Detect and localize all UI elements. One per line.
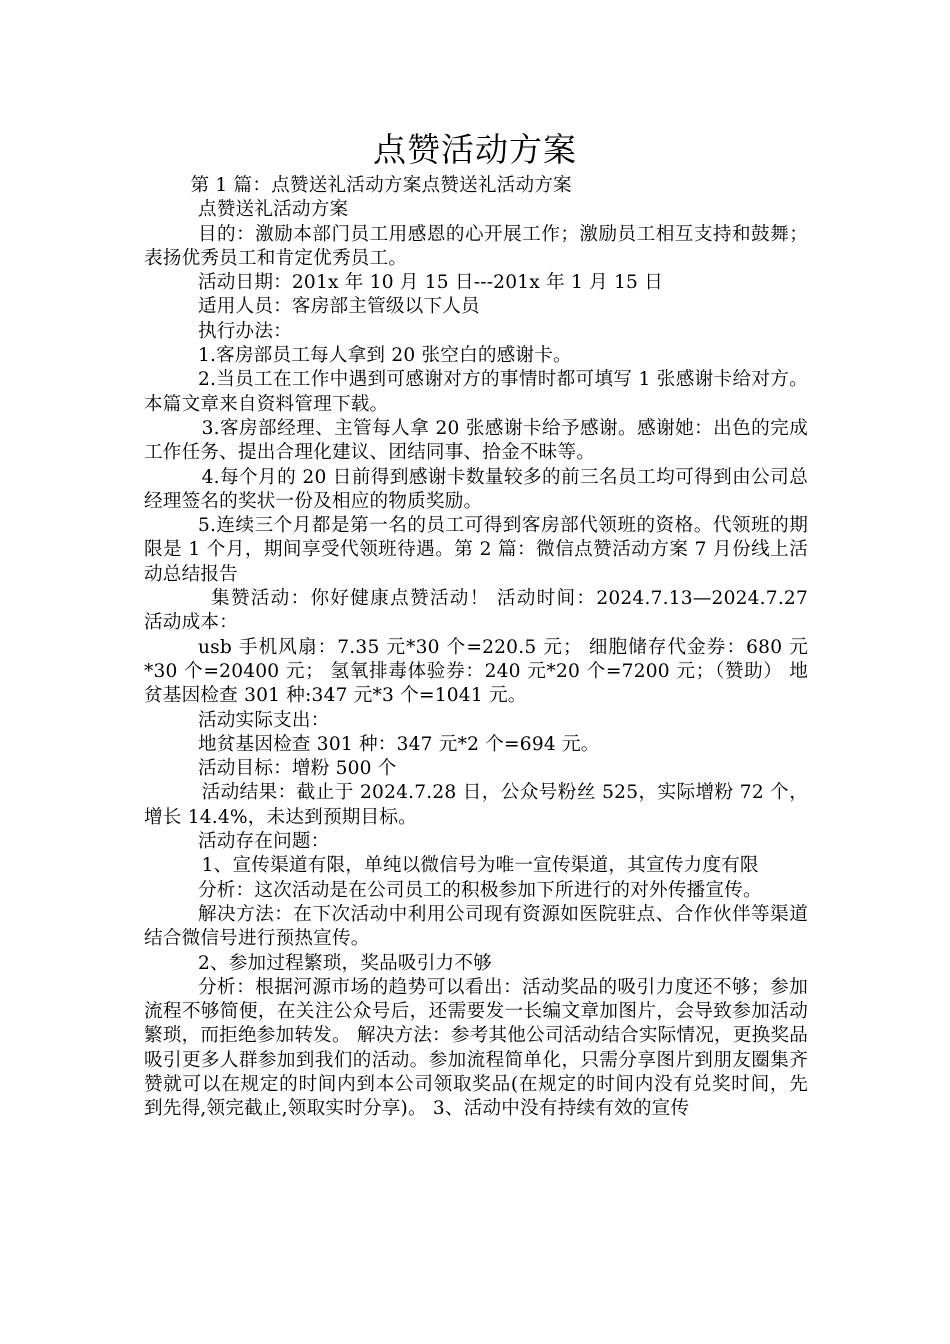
paragraph-15: 地贫基因检查 301 种：347 元*2 个=694 元。 [197, 733, 600, 755]
paragraph-8: 2.当员工在工作中遇到可感谢对方的事情时都可填写 1 张感谢卡给对方。本篇文章来自资料管理下载。 [144, 369, 808, 415]
paragraph-1: 第 1 篇：点赞送礼活动方案点赞送礼活动方案 [190, 175, 572, 196]
paragraph-23: 分析：根据河源市场的趋势可以看出：活动奖品的吸引力度还不够；参加流程不够简便，在关注公众号后，还需要发一长编文章加图片，会导致参加活动繁琐，而拒绝参加转发。 解决方法：参考其他公司活动结合实际情况，更换奖品吸引更多人群参加到我们的活动。参加流程简单化，只需分享图片到朋友圈集齐赞就可以在规定的时间内到本公司领取奖品(在规定的时间内没有兑奖时间，先到先得,领完截止,领取实时分享)。 3、活动中没有持续有效的宣传 [144, 976, 808, 1120]
paragraph-18: 活动存在问题： [197, 831, 330, 853]
paragraph-21: 解决方法：在下次活动中利用公司现有资源如医院驻点、合作伙伴等渠道结合微信号进行预热宣传。 [144, 903, 808, 950]
paragraph-3: 目的：激励本部门员工用感恩的心开展工作；激励员工相互支持和鼓舞；表扬优秀员工和肯定优秀员工。 [144, 223, 808, 269]
paragraph-13: usb 手机风扇：7.35 元*30 个=220.5 元； 细胞储存代金券：680 元*30 个=20400 元； 氢氧排毒体验券：240 元*20 个=7200 元；（赞助） 地贫基因检查 301 种:347 元*3 个=1041 元。 [144, 636, 808, 707]
paragraph-16: 活动目标：增粉 500 个 [197, 758, 397, 780]
document-title: 点赞活动方案 [373, 130, 577, 169]
paragraph-5: 适用人员：客房部主管级以下人员 [197, 296, 480, 318]
paragraph-19: 1、宣传渠道有限，单纯以微信号为唯一宣传渠道，其宣传力度有限 [201, 855, 759, 877]
paragraph-17: 活动结果：截止于 2024.7.28 日，公众号粉丝 525，实际增粉 72 个，增长 14.4%，未达到预期目标。 [144, 782, 808, 828]
paragraph-6: 执行办法： [197, 320, 292, 342]
paragraph-4: 活动日期：201x 年 10 月 15 日---201x 年 1 月 15 日 [197, 272, 663, 294]
paragraph-10: 4.每个月的 20 日前得到感谢卡数量较多的前三名员工均可得到由公司总经理签名的奖状一份及相应的物质奖励。 [144, 466, 808, 512]
paragraph-9: 3.客房部经理、主管每人拿 20 张感谢卡给予感谢。感谢她：出色的完成工作任务、提出合理化建议、团结同事、拾金不昧等。 [144, 417, 808, 464]
document-body [144, 174, 808, 1122]
paragraph-11: 5.连续三个月都是第一名的员工可得到客房部代领班的资格。代领班的期限是 1 个月，期间享受代领班待遇。第 2 篇：微信点赞活动方案 7 月份线上活动总结报告 [144, 515, 808, 585]
paragraph-14: 活动实际支出： [197, 709, 330, 731]
paragraph-2: 点赞送礼活动方案 [197, 199, 349, 221]
paragraph-22: 2、参加过程繁琐，奖品吸引力不够 [197, 952, 492, 974]
paragraph-20: 分析：这次活动是在公司员工的积极参加下所进行的对外传播宣传。 [197, 879, 762, 901]
paragraph-12: 集赞活动：你好健康点赞活动！ 活动时间：2024.7.13—2024.7.27 活动成本： [144, 588, 808, 634]
paragraph-7: 1.客房部员工每人拿到 20 张空白的感谢卡。 [197, 345, 572, 367]
